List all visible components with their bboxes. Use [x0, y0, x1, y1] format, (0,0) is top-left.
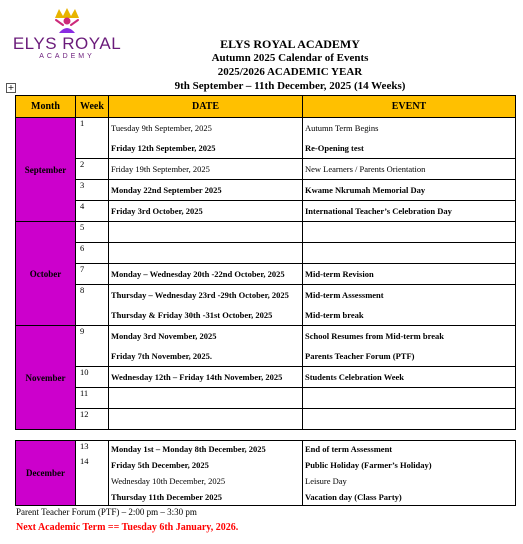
december-table — [15, 440, 516, 506]
school-title: ELYS ROYAL ACADEMY — [220, 37, 360, 51]
date-cell — [109, 388, 303, 409]
next-term-note: Next Academic Term == Tuesday 6th January, 2026. — [16, 522, 239, 533]
week-number: 7 — [76, 264, 109, 285]
date-cell — [109, 285, 303, 326]
event-cell — [303, 222, 516, 243]
event-name — [305, 388, 513, 408]
event-cell — [303, 441, 516, 506]
col-header-week: Week — [76, 96, 109, 118]
events-table — [15, 95, 516, 430]
event-name — [305, 243, 513, 263]
week-number-item: 13 — [80, 441, 89, 451]
table-row — [16, 409, 516, 430]
event-name: Mid-term Revision — [305, 269, 374, 279]
event-name: Students Celebration Week — [305, 372, 405, 382]
col-header-date: DATE — [109, 96, 303, 118]
date-cell — [109, 243, 303, 264]
event-date: Thursday & Friday 30th -31st October, 2025 — [111, 310, 273, 320]
event-cell — [303, 285, 516, 326]
crown-figure-icon — [50, 6, 84, 34]
table-row — [16, 180, 516, 201]
ptf-note: Parent Teacher Forum (PTF) – 2:00 pm – 3:30 pm — [16, 507, 197, 517]
event-cell — [303, 201, 516, 222]
table-row — [16, 243, 516, 264]
event-cell — [303, 264, 516, 285]
event-cell — [303, 159, 516, 180]
week-number-item: 14 — [80, 456, 89, 466]
month-september: September — [16, 118, 76, 222]
event-cell — [303, 118, 516, 159]
week-number: 5 — [76, 222, 109, 243]
event-name: Autumn Term Begins — [305, 123, 379, 133]
event-name: Vacation day (Class Party) — [305, 492, 402, 502]
event-name: End of term Assessment — [305, 444, 393, 454]
event-cell — [303, 243, 516, 264]
week-number — [76, 441, 109, 506]
logo-subtitle: ACADEMY — [39, 53, 95, 60]
date-cell — [109, 118, 303, 159]
event-cell — [303, 180, 516, 201]
table-row — [16, 159, 516, 180]
date-cell — [109, 326, 303, 367]
week-number: 3 — [76, 180, 109, 201]
date-cell — [109, 180, 303, 201]
event-name — [305, 409, 513, 429]
event-name: International Teacher’s Celebration Day — [305, 206, 452, 216]
event-date: Wednesday 12th – Friday 14th November, 2025 — [111, 372, 283, 382]
event-date — [111, 222, 300, 242]
event-name — [305, 222, 513, 242]
logo-name: ELYS ROYAL — [12, 34, 122, 53]
event-date: Monday 1st – Monday 8th December, 2025 — [111, 444, 266, 454]
event-date: Monday – Wednesday 20th -22nd October, 2025 — [111, 269, 285, 279]
event-name: Leisure Day — [305, 476, 347, 486]
event-date: Wednesday 10th December, 2025 — [111, 476, 226, 486]
date-cell — [109, 441, 303, 506]
table-row — [16, 118, 516, 159]
event-date: Thursday 11th December 2025 — [111, 492, 223, 502]
table-row — [16, 201, 516, 222]
date-cell — [109, 367, 303, 388]
table-row — [16, 441, 516, 506]
event-date: Friday 7th November, 2025. — [111, 351, 212, 361]
week-number: 1 — [76, 118, 109, 159]
event-date: Friday 5th December, 2025 — [111, 460, 209, 470]
event-date — [111, 388, 300, 408]
table-row — [16, 326, 516, 367]
col-header-event: EVENT — [303, 96, 516, 118]
week-number: 4 — [76, 201, 109, 222]
event-name: Re-Opening test — [305, 143, 364, 153]
week-number: 9 — [76, 326, 109, 367]
week-number: 6 — [76, 243, 109, 264]
event-cell — [303, 388, 516, 409]
date-cell — [109, 222, 303, 243]
date-cell — [109, 159, 303, 180]
event-date — [111, 409, 300, 429]
event-date: Monday 22nd September 2025 — [111, 185, 222, 195]
week-number: 2 — [76, 159, 109, 180]
table-row — [16, 367, 516, 388]
week-number: 8 — [76, 285, 109, 326]
school-logo — [12, 6, 122, 68]
week-number: 11 — [76, 388, 109, 409]
event-date — [111, 243, 300, 263]
week-number: 10 — [76, 367, 109, 388]
table-move-handle-icon[interactable]: + — [7, 83, 15, 92]
event-date: Thursday – Wednesday 23rd -29th October, 2025 — [111, 290, 289, 300]
month-december: December — [16, 441, 76, 506]
event-date: Friday 19th September, 2025 — [111, 164, 210, 174]
event-date: Friday 12th September, 2025 — [111, 143, 216, 153]
event-name: Parents Teacher Forum (PTF) — [305, 351, 415, 361]
table-row — [16, 388, 516, 409]
date-cell — [109, 409, 303, 430]
event-name: School Resumes from Mid-term break — [305, 331, 444, 341]
date-cell — [109, 201, 303, 222]
event-date: Monday 3rd November, 2025 — [111, 331, 217, 341]
month-october: October — [16, 222, 76, 326]
event-cell — [303, 409, 516, 430]
table-row — [16, 285, 516, 326]
event-name: New Learners / Parents Orientation — [305, 164, 426, 174]
event-name: Mid-term break — [305, 310, 364, 320]
term-dates: 9th September – 11th December, 2025 (14 Weeks) — [174, 80, 406, 92]
calendar-subtitle: Autumn 2025 Calendar of Events — [211, 52, 369, 64]
table-row — [16, 222, 516, 243]
event-name: Mid-term Assessment — [305, 290, 384, 300]
date-cell — [109, 264, 303, 285]
academic-year: 2025/2026 ACADEMIC YEAR — [217, 66, 363, 78]
month-november: November — [16, 326, 76, 430]
event-name: Kwame Nkrumah Memorial Day — [305, 185, 426, 195]
event-cell — [303, 326, 516, 367]
table-row — [16, 264, 516, 285]
event-date: Friday 3rd October, 2025 — [111, 206, 203, 216]
week-number: 12 — [76, 409, 109, 430]
event-date: Tuesday 9th September, 2025 — [111, 123, 212, 133]
col-header-month: Month — [16, 96, 76, 118]
event-name: Public Holiday (Farmer’s Holiday) — [305, 460, 432, 470]
event-cell — [303, 367, 516, 388]
